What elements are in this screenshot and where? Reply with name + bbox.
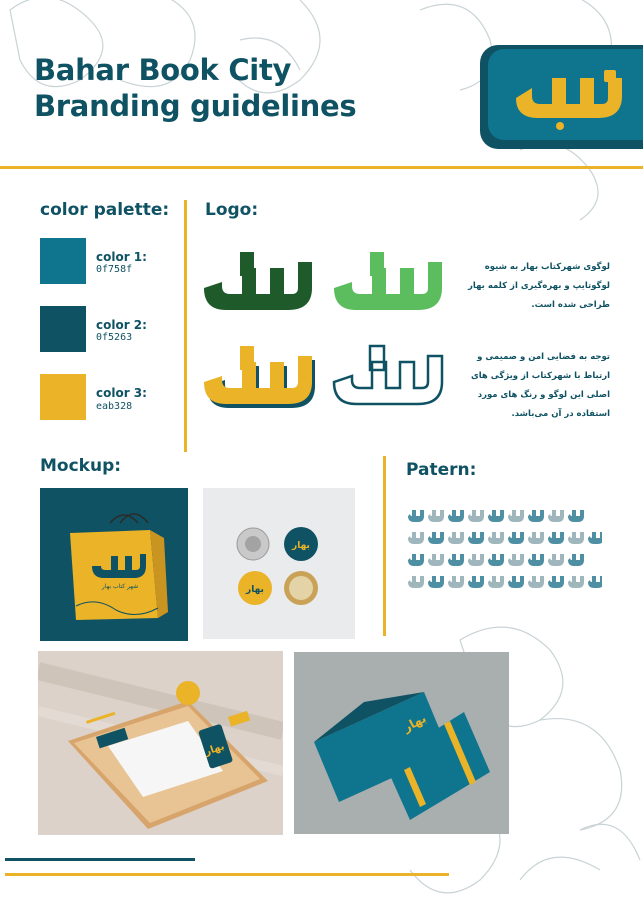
envelope-mockup [294, 652, 509, 834]
title-line-1: Bahar Book City [34, 53, 292, 87]
color-2-label: color 2: [96, 318, 147, 332]
logo-description-2: توجه به فضایی امن و صمیمی و ارتباط با شهرکتاب از ویژگی های اصلی این لوگو و رنگ های مورد استفاده در آن می‌باشد. [470, 352, 610, 419]
pin-buttons-icon [203, 488, 355, 639]
color-1-hex: 0f758f [96, 264, 133, 275]
color-swatch-3 [40, 374, 86, 420]
bag-caption: شهر کتاب بهار [101, 583, 139, 590]
logo-dark-green-icon [200, 248, 320, 318]
bag-mockup [40, 488, 188, 641]
color-swatch-1 [40, 238, 86, 284]
mockup-divider [383, 456, 386, 636]
color-2-hex: 0f5263 [96, 332, 133, 343]
color-3-label: color 3: [96, 386, 147, 400]
stationery-mockup [38, 651, 283, 835]
page-title [34, 52, 356, 124]
palette-heading: color palette: [40, 200, 170, 220]
logo-light-green-icon [330, 248, 450, 318]
pattern-heading: Patern: [406, 460, 477, 480]
buttons-mockup [203, 488, 355, 639]
logo-heading: Logo: [205, 200, 259, 220]
svg-text:ﺑﻬﺎﺭ: ﺑﻬﺎﺭ [292, 541, 310, 551]
color-3-hex: eab328 [96, 401, 133, 412]
envelope-icon [294, 652, 509, 834]
palette-divider [184, 200, 187, 452]
title-line-2: Branding guidelines [34, 89, 357, 123]
stationery-tray-icon [38, 651, 283, 835]
bahar-logo-icon [508, 60, 633, 130]
color-swatch-2 [40, 306, 86, 352]
color-1-label: color 1: [96, 250, 147, 264]
mockup-heading: Mockup: [40, 456, 122, 476]
bottom-divider-yellow [5, 873, 449, 876]
pattern-swatch-icon [406, 506, 602, 596]
bottom-divider-navy [5, 858, 195, 861]
svg-text:ﺑﻬﺎﺭ: ﺑﻬﺎﺭ [400, 711, 429, 735]
logo-description-1: لوگوی شهرکتاب بهار به شیوه لوگوتایپ و بهره‌گیری از کلمه بهار طراحی شده است. [467, 262, 610, 310]
shopping-bag-icon [40, 488, 188, 641]
logo-outline-icon [330, 342, 450, 412]
top-divider [0, 166, 643, 169]
svg-text:ﺑﻬﺎﺭ: ﺑﻬﺎﺭ [203, 741, 226, 758]
logo-yellow-icon [200, 342, 320, 412]
svg-text:ﺑﻬﺎﺭ: ﺑﻬﺎﺭ [246, 585, 264, 595]
